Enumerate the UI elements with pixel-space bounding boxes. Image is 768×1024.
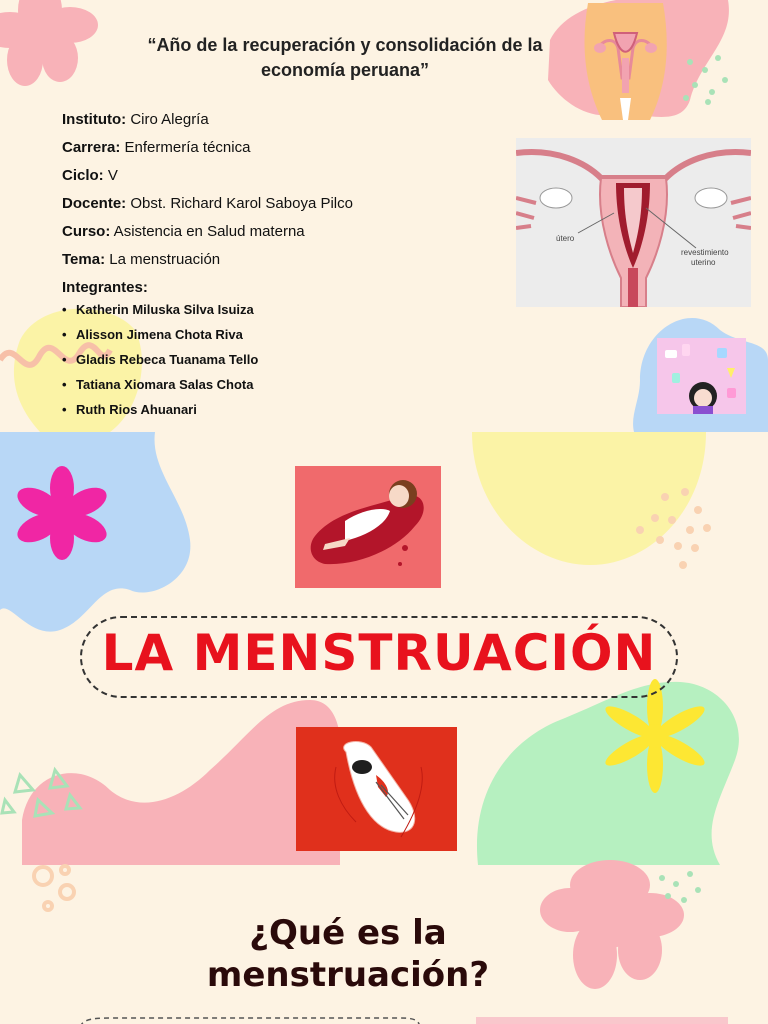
info-career bbox=[62, 134, 502, 162]
info-value: Ciro Alegría bbox=[126, 111, 209, 128]
bottom-pink-card bbox=[476, 1017, 728, 1024]
list-item: • Alisson Jimena Chota Riva bbox=[62, 322, 382, 347]
girl-lying-illustration bbox=[295, 466, 441, 588]
info-label: Integrantes: bbox=[62, 279, 148, 296]
yellow-semicircle bbox=[472, 432, 706, 565]
list-item: • Ruth Rios Ahuanari bbox=[62, 397, 382, 422]
girl-on-pad-illustration bbox=[296, 727, 457, 851]
list-item: • Katherin Miluska Silva Isuiza bbox=[62, 297, 382, 322]
info-course bbox=[62, 218, 502, 246]
info-label: Instituto: bbox=[62, 111, 127, 128]
list-item: • Tatiana Xiomara Salas Chota bbox=[62, 372, 382, 397]
info-cycle bbox=[62, 162, 502, 190]
info-label: Carrera: bbox=[62, 139, 121, 156]
info-label: Docente: bbox=[62, 195, 127, 212]
info-block bbox=[62, 106, 502, 302]
uterus-illustration-small bbox=[580, 3, 671, 120]
info-label: Ciclo: bbox=[62, 167, 104, 184]
info-topic bbox=[62, 246, 502, 274]
info-value: Enfermería técnica bbox=[120, 139, 251, 156]
info-label: Tema: bbox=[62, 251, 106, 268]
uterus-diagram bbox=[516, 138, 751, 307]
pink-flower-icon bbox=[0, 0, 98, 86]
list-item: • Gladis Rebeca Tuanama Tello bbox=[62, 347, 382, 372]
info-institute bbox=[62, 106, 502, 134]
diagram-label-lining-1: revestimiento bbox=[681, 248, 729, 257]
info-value: La menstruación bbox=[105, 251, 221, 268]
bottom-dashed-box bbox=[80, 1018, 420, 1024]
page-title: LA MENSTRUACIÓN bbox=[101, 624, 657, 682]
members-list bbox=[62, 297, 382, 422]
info-value: V bbox=[103, 167, 118, 184]
motto-heading: “Año de la recuperación y consolidación de la economía peruana” bbox=[147, 35, 543, 80]
info-label: Curso: bbox=[62, 223, 111, 240]
pink-wave-blob bbox=[22, 700, 342, 865]
diagram-label-lining-2: uterino bbox=[691, 258, 716, 267]
info-teacher bbox=[62, 190, 502, 218]
peach-circles bbox=[34, 866, 74, 910]
info-value: Obst. Richard Karol Saboya Pilco bbox=[126, 195, 353, 212]
info-value: Asistencia en Salud materna bbox=[110, 223, 305, 240]
menstrual-products-illustration bbox=[657, 338, 746, 414]
section-question: ¿Qué es la menstruación? bbox=[206, 913, 490, 995]
diagram-label-uterus: útero bbox=[556, 234, 575, 243]
